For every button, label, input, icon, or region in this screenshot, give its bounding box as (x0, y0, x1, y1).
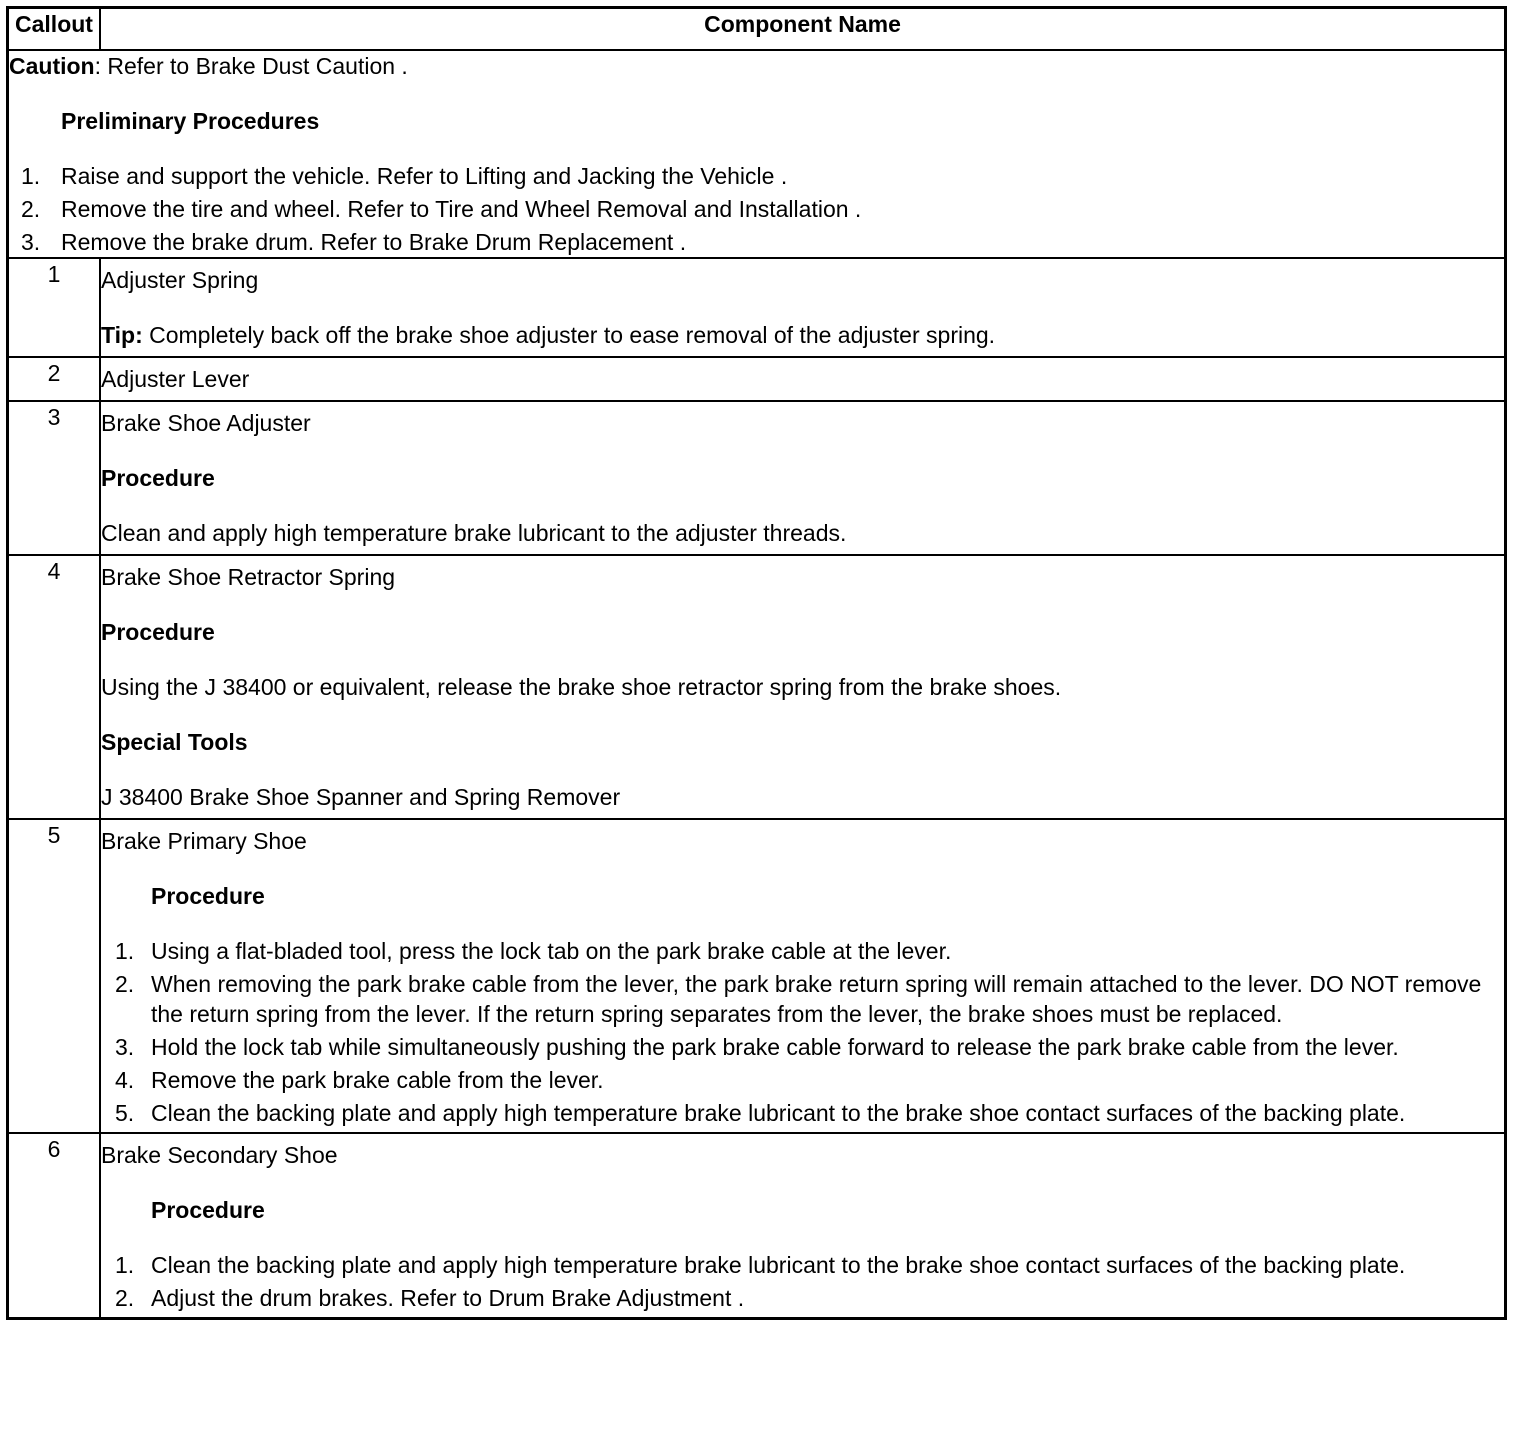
component-name: Brake Shoe Retractor Spring (101, 564, 396, 590)
component-name-header: Component Name (100, 8, 1506, 51)
step-text: Using a flat-bladed tool, press the lock tab on the park brake cable at the lever. (151, 938, 952, 964)
step-number: 1. (21, 163, 41, 189)
header-row (8, 8, 1506, 51)
list-item (9, 227, 1504, 257)
table-row (8, 357, 1506, 401)
procedure-steps (101, 936, 1504, 1132)
callout-number: 3 (8, 401, 101, 555)
component-name: Adjuster Spring (101, 267, 259, 293)
caution-text: : Refer to Brake Dust Caution . (94, 53, 408, 79)
component-cell (100, 258, 1506, 357)
special-tools-text: J 38400 Brake Shoe Spanner and Spring Remover (101, 784, 621, 810)
step-number: 4. (115, 1067, 135, 1093)
list-item (101, 969, 1504, 1029)
step-number: 5. (115, 1100, 135, 1126)
callout-number: 1 (8, 258, 101, 357)
caution-cell (8, 50, 1506, 258)
list-item (9, 161, 1504, 191)
list-item (101, 1032, 1504, 1062)
procedure-text: Using the J 38400 or equivalent, release the brake shoe retractor spring from the brake shoes. (101, 674, 1062, 700)
component-name: Adjuster Lever (101, 366, 250, 392)
list-item (101, 1098, 1504, 1128)
step-number: 2. (115, 1285, 135, 1311)
table-row (8, 555, 1506, 819)
special-tools-label: Special Tools (101, 729, 248, 755)
procedure-label: Procedure (101, 619, 215, 645)
table-row (8, 1133, 1506, 1319)
step-number: 1. (115, 1252, 135, 1278)
step-number: 2. (115, 971, 135, 997)
step-text: Remove the brake drum. Refer to Brake Drum Replacement . (61, 229, 687, 255)
component-cell (100, 357, 1506, 401)
step-text: When removing the park brake cable from the lever, the park brake return spring will remain attached to the lever. DO NOT remove the return spring from the lever. If the return spring separates from the lever, the brake shoes must be replaced. (151, 971, 1482, 1027)
component-cell (100, 819, 1506, 1133)
step-text: Clean the backing plate and apply high temperature brake lubricant to the brake shoe contact surfaces of the backing plate. (151, 1100, 1406, 1126)
caution-label: Caution (9, 53, 95, 79)
procedure-label: Procedure (101, 465, 215, 491)
list-item (101, 1250, 1504, 1280)
step-number: 3. (21, 229, 41, 255)
component-cell (100, 401, 1506, 555)
step-text: Adjust the drum brakes. Refer to Drum Brake Adjustment . (151, 1285, 745, 1311)
procedure-text: Clean and apply high temperature brake lubricant to the adjuster threads. (101, 520, 847, 546)
step-number: 1. (115, 938, 135, 964)
caution-line (9, 51, 1504, 81)
callout-number: 6 (8, 1133, 101, 1319)
step-number: 2. (21, 196, 41, 222)
preliminary-procedures-title: Preliminary Procedures (61, 108, 320, 134)
step-text: Clean the backing plate and apply high temperature brake lubricant to the brake shoe contact surfaces of the backing plate. (151, 1252, 1406, 1278)
component-name: Brake Shoe Adjuster (101, 410, 311, 436)
step-number: 3. (115, 1034, 135, 1060)
callout-header: Callout (8, 8, 101, 51)
component-table (6, 6, 1507, 1320)
callout-number: 2 (8, 357, 101, 401)
table-row (8, 401, 1506, 555)
tip-text: Completely back off the brake shoe adjuster to ease removal of the adjuster spring. (142, 322, 996, 348)
list-item (101, 936, 1504, 966)
tip-line (101, 320, 1504, 356)
caution-row (8, 50, 1506, 258)
callout-number: 5 (8, 819, 101, 1133)
component-cell (100, 1133, 1506, 1319)
procedure-label: Procedure (151, 883, 265, 909)
component-name: Brake Secondary Shoe (101, 1142, 338, 1168)
component-cell (100, 555, 1506, 819)
table-row (8, 258, 1506, 357)
step-text: Remove the park brake cable from the lever. (151, 1067, 604, 1093)
procedure-steps (101, 1250, 1504, 1317)
list-item (9, 194, 1504, 224)
callout-number: 4 (8, 555, 101, 819)
list-item (101, 1065, 1504, 1095)
step-text: Raise and support the vehicle. Refer to Lifting and Jacking the Vehicle . (61, 163, 788, 189)
step-text: Remove the tire and wheel. Refer to Tire and Wheel Removal and Installation . (61, 196, 862, 222)
preliminary-steps (9, 161, 1504, 257)
procedure-label: Procedure (151, 1197, 265, 1223)
component-name: Brake Primary Shoe (101, 828, 307, 854)
step-text: Hold the lock tab while simultaneously pushing the park brake cable forward to release the park brake cable from the lever. (151, 1034, 1399, 1060)
tip-label: Tip: (101, 322, 143, 348)
list-item (101, 1283, 1504, 1313)
table-row (8, 819, 1506, 1133)
